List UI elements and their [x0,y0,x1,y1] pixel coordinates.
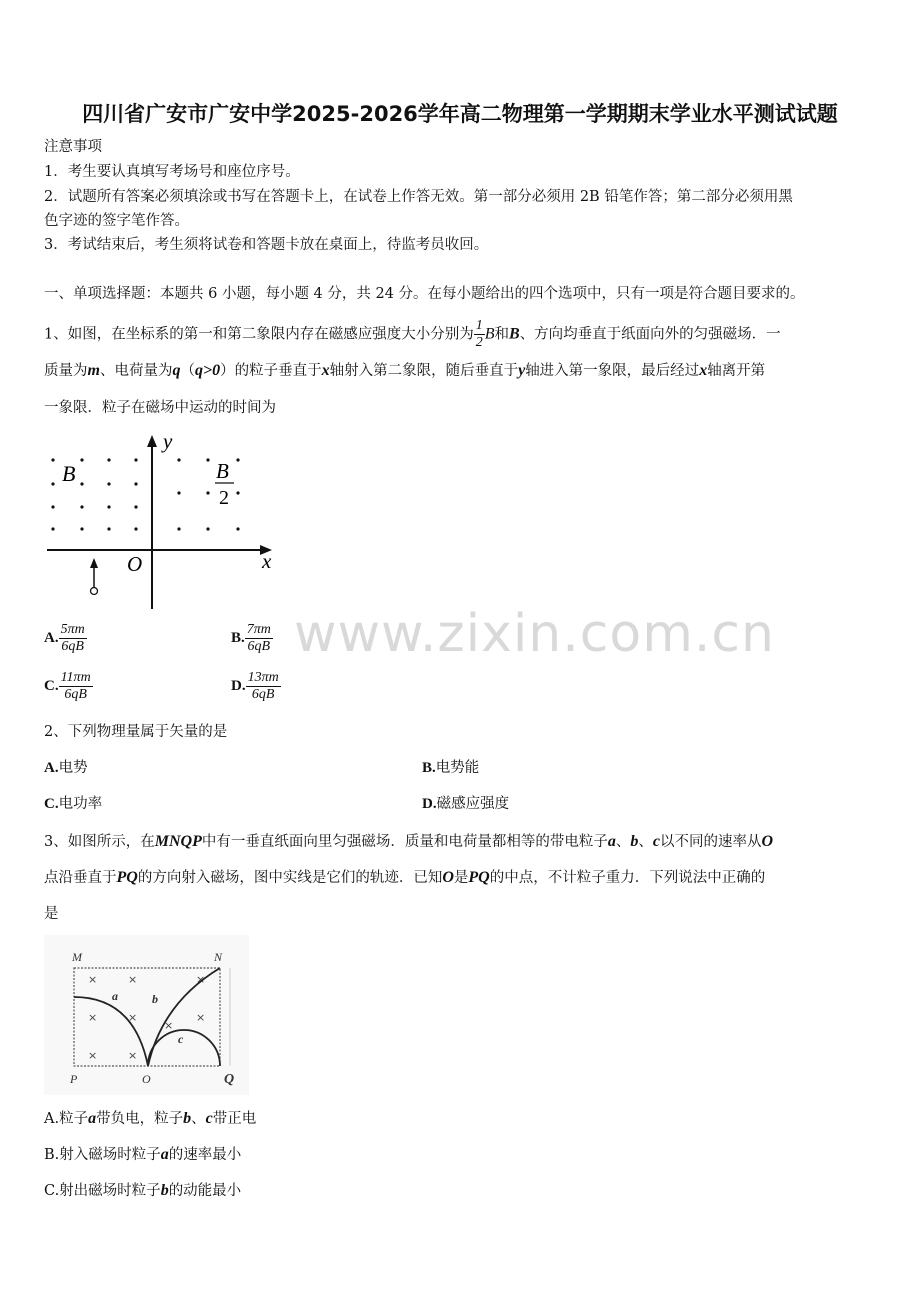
particle [91,588,98,595]
q3-t2c: 是 [453,870,469,886]
q3-a-t3: 带正电 [212,1111,257,1127]
q3-t2b: 的方向射入磁场，图中实线是它们的轨迹．已知 [137,870,443,886]
q2-option-b[interactable] [422,757,479,779]
q1-option-a-label: A. [44,630,59,646]
particle-arrow [90,558,98,568]
q2-option-c[interactable] [44,793,102,815]
q1-qgt: q>0 [194,362,221,379]
q1-d-num: 13πm [247,670,279,685]
q1-line2 [44,360,765,382]
label-c: c [178,1032,184,1046]
q3-mnqp: MNQP [154,833,202,850]
notice-item-2b: 色字迹的签字笔作答。 [44,213,189,229]
q3-a-sep: 、 [191,1111,206,1127]
q1-option-b-frac [245,622,273,655]
page-title: 四川省广安市广安中学2025-2026学年高二物理第一学期期末学业水平测试试题 [82,102,838,126]
q3-a-b: b [183,1110,192,1127]
label-a: a [112,989,118,1003]
q1-c-den: 6qB [64,687,87,702]
q1-a-den: 6qB [61,639,84,654]
q2-option-d[interactable] [422,793,509,815]
svg-text:×: × [128,1011,138,1024]
q3-t2a: 点沿垂直于 [44,870,117,886]
q3-t1b: 中有一垂直纸面向里匀强磁场．质量和电荷量都相等的带电粒子 [201,834,608,850]
y-label: y [163,429,173,453]
half-den: 2 [475,335,483,350]
q2-a-label: A. [44,760,59,776]
q1-text-1a: 1、如图，在坐标系的第一和第二象限内存在磁感应强度大小分别为 [44,326,474,343]
q3-a: a [607,833,616,850]
svg-text:×: × [88,1011,98,1024]
q2-b-text: 电势能 [435,760,480,776]
B-right-num: B [216,459,229,483]
q1-option-c-label: C. [44,678,59,694]
q3-b: b [630,833,639,850]
q3-O2: O [442,869,454,886]
q1-t2b: 、电荷量为 [99,363,173,379]
field-dots-right [177,458,239,530]
q1-x2: x [699,362,708,379]
q1-option-d[interactable] [231,670,281,703]
q3-c-t1: C.射出磁场时粒子 [44,1183,161,1199]
q3-pq: PQ [116,869,138,886]
svg-text:×: × [88,973,98,986]
section-heading: 一、单项选择题：本题共 6 小题，每小题 4 分，共 24 分。在每小题给出的四个选项中，只有一项是符合题目要求的。 [44,286,805,302]
svg-text:×: × [128,1049,138,1062]
q1-figure [40,428,290,614]
q3-option-b[interactable] [44,1144,241,1166]
q2-c-label: C. [44,796,59,812]
label-N: N [214,950,223,964]
q3-option-a[interactable] [44,1108,256,1130]
q1-y: y [518,362,526,379]
notice-item-1: 1．考生要认真填写考场号和座位序号。 [44,164,300,180]
x-label: x [262,549,272,573]
notice-item-3: 3．考试结束后，考生须将试卷和答题卡放在桌面上，待监考员收回。 [44,237,489,253]
q1-and: 和 [494,326,510,343]
B-right-den: 2 [219,487,229,509]
q1-option-a-frac [59,622,87,655]
q3-sep1: 、 [615,834,631,850]
q2-option-a[interactable] [44,757,88,779]
q1-a-num: 5πm [60,622,85,637]
label-P: P [70,1072,78,1086]
q3-t1c: 以不同的速率从 [659,834,762,850]
svg-text:×: × [196,1011,206,1024]
q2-stem: 2、下列物理量属于矢量的是 [44,724,228,740]
q3-sep2: 、 [638,834,653,850]
origin-label: O [127,552,143,576]
q1-option-c[interactable] [44,670,93,703]
q1-t2d: ）的粒子垂直于 [220,363,322,379]
q1-option-d-label: D. [231,678,246,694]
half-num: 1 [475,318,483,333]
q1-b-num: 7πm [246,622,271,637]
label-Q: Q [224,1072,235,1087]
q1-text-1b: 、方向均垂直于纸面向外的匀强磁场．一 [519,326,781,343]
q1-option-c-frac [59,670,93,703]
q3-a-a: a [88,1110,97,1127]
q3-b-a: a [160,1146,169,1163]
q1-t2c: （ [180,363,195,379]
q3-b-t1: B.射入磁场时粒子 [44,1147,161,1163]
q1-c-num: 11πm [60,670,91,685]
label-M: M [72,950,82,964]
q1-B2: B [509,325,520,343]
svg-text:×: × [164,1019,174,1032]
q1-b-den: 6qB [247,639,271,654]
q1-B: B [484,325,495,343]
q1-t2e: 轴射入第二象限，随后垂直于 [329,363,519,379]
q3-t2d: 的中点，不计粒子重力．下列说法中正确的 [489,870,766,886]
q1-option-a[interactable] [44,622,87,655]
q3-c-b: b [160,1182,169,1199]
q3-a-c: c [205,1110,213,1127]
q1-t2f: 轴进入第一象限，最后经过 [525,363,700,379]
q1-option-b[interactable] [231,622,273,655]
q3-line1 [44,831,773,853]
label-O: O [142,1072,151,1086]
q1-d-den: 6qB [251,687,275,702]
svg-text:×: × [196,973,206,986]
q3-b-t2: 的速率最小 [168,1147,242,1163]
q3-line3: 是 [44,906,59,922]
q1-t2a: 质量为 [44,363,88,379]
q1-m: m [87,362,100,379]
q1-t2g: 轴离开第 [707,363,766,379]
q1-x: x [321,362,330,379]
q1-option-b-label: B. [231,630,245,646]
watermark: www.zixin.com.cn [294,604,775,664]
q3-t1a: 3、如图所示，在 [44,834,155,850]
q1-line1 [44,318,781,351]
y-axis-arrow [147,435,157,447]
svg-text:×: × [88,1049,98,1062]
label-b: b [152,992,158,1006]
q3-pq2: PQ [468,869,490,886]
q2-a-text: 电势 [58,760,88,776]
q3-c-t2: 的动能最小 [168,1183,242,1199]
q2-d-label: D. [422,796,437,812]
q3-a-t1: A.粒子 [44,1111,89,1127]
q2-b-label: B. [422,760,436,776]
q3-figure [44,935,249,1095]
q3-line2 [44,867,765,889]
q2-c-text: 电功率 [58,796,103,812]
q3-O: O [761,833,774,850]
svg-text:×: × [128,973,138,986]
notice-item-2a: 2．试题所有答案必须填涂或书写在答题卡上，在试卷上作答无效。第一部分必须用 2B 铅笔作答；第二部分必须用黑 [44,189,793,205]
notice-heading: 注意事项 [44,139,102,155]
q1-line3: 一象限．粒子在磁场中运动的时间为 [44,400,276,416]
q1-option-d-frac [246,670,281,703]
q2-d-text: 磁感应强度 [436,796,510,812]
half-fraction [474,318,485,351]
q3-a-t2: 带负电，粒子 [96,1111,184,1127]
q3-option-c[interactable] [44,1180,241,1202]
q3-c: c [652,833,660,850]
q1-q: q [172,362,181,379]
B-left-label: B [62,461,76,486]
